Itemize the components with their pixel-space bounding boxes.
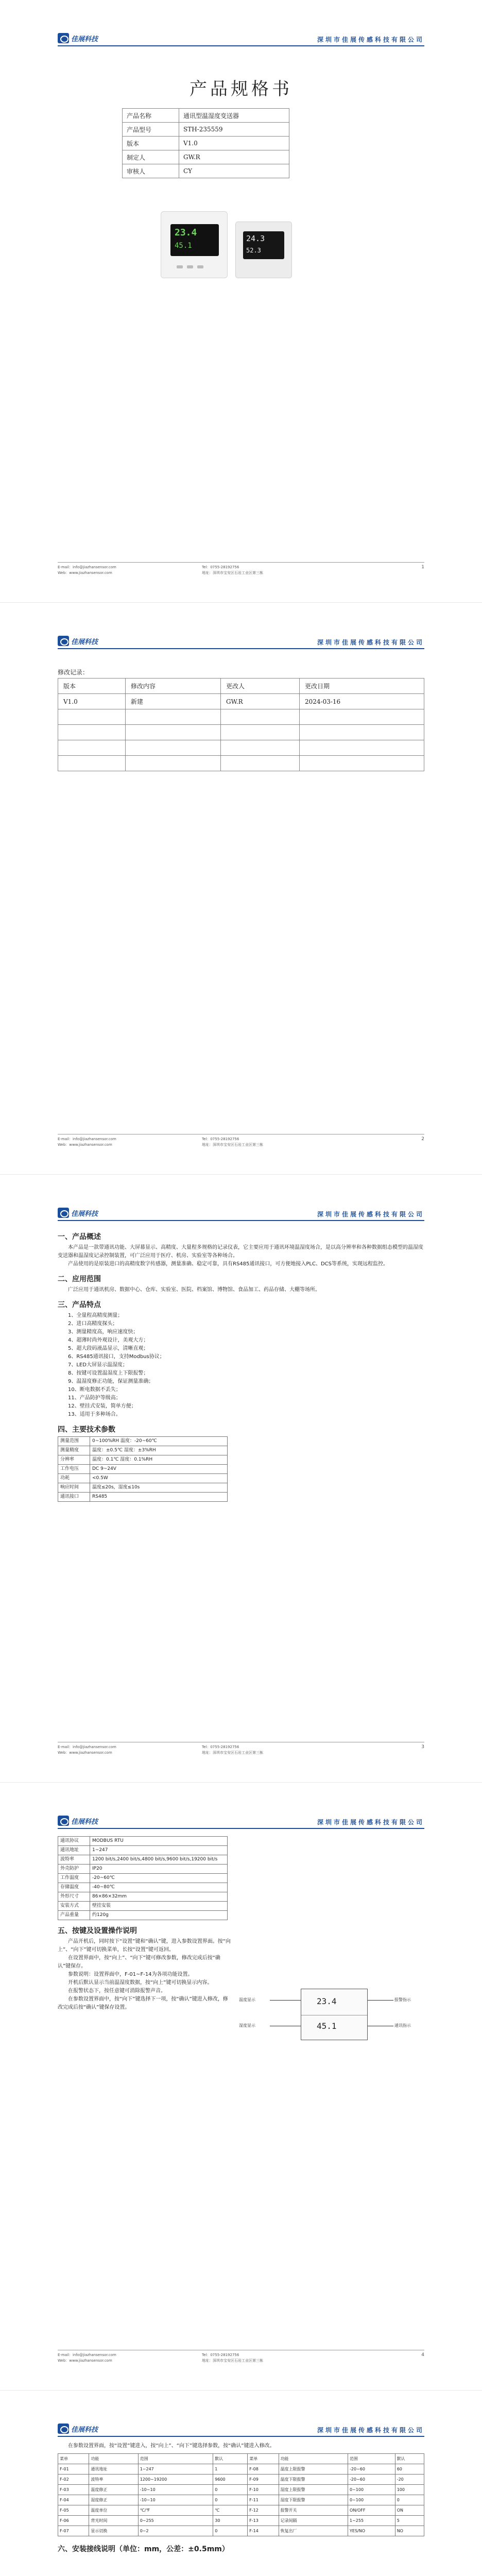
- lcd-label: 通讯指示: [394, 2023, 411, 2028]
- header-cell: 功能: [279, 2454, 348, 2464]
- table-row: [58, 1446, 228, 1455]
- table-row: [58, 1437, 228, 1446]
- table-row: [123, 164, 289, 178]
- list-item: 4、超薄时尚外观设计，美观大方；: [68, 1337, 149, 1343]
- value: 通讯型温湿度变送器: [179, 109, 289, 123]
- lcd-screen: [301, 1989, 368, 2040]
- paragraph: 产品开机后，同时按下“设置”键和“确认”键，进入参数设置界面。按“向上”、“向下”键可切换菜单，长按“设置”键可返回。: [58, 1939, 231, 1953]
- cell: 记录间隔: [279, 2516, 348, 2526]
- list-item: 2、进口高精度探头；: [68, 1321, 118, 1327]
- cell: F-13: [248, 2516, 279, 2526]
- table-row: [58, 740, 424, 756]
- cell: 1~247: [138, 2464, 213, 2475]
- section-heading: 四、主要技术参数: [58, 1426, 115, 1434]
- footer-tel: Tel：0755-28192756: [202, 565, 239, 569]
- header-cell: 更改日期: [299, 679, 424, 694]
- revision-table: [58, 678, 424, 771]
- paragraph: 产品使用的是原装进口的高精度数字传感器，测量准确、稳定可靠，具有RS485通讯接口，可方便地接入PLC、DCS等系统，实现远程监控。: [68, 1261, 388, 1267]
- cell: ON/OFF: [348, 2505, 395, 2516]
- cell: 0~2: [138, 2526, 213, 2536]
- cell: NO: [395, 2526, 424, 2536]
- value: 温度：0.1℃ 湿度：0.1%RH: [90, 1455, 228, 1465]
- value: 壁挂安装: [90, 1902, 228, 1911]
- header-cell: 默认: [395, 2454, 424, 2464]
- section-heading: 三、产品特点: [58, 1301, 101, 1309]
- cell: 湿度上限报警: [279, 2485, 348, 2495]
- value: -40~80℃: [90, 1883, 228, 1892]
- page-number: 3: [421, 1744, 424, 1750]
- table-row: [58, 1846, 228, 1855]
- label: 测量范围: [58, 1437, 90, 1446]
- spec-table-2: [58, 1836, 228, 1920]
- page-header: [58, 2422, 424, 2437]
- table-row: [123, 109, 289, 123]
- header-cell: 菜单: [58, 2454, 89, 2464]
- lcd-label: 湿度显示: [239, 2023, 255, 2028]
- label: 存储温度: [58, 1883, 90, 1892]
- value: IP20: [90, 1865, 228, 1874]
- cell: 恢复出厂: [279, 2526, 348, 2536]
- label: 审核人: [123, 164, 179, 178]
- cell: 1~255: [348, 2516, 395, 2526]
- cell: 30: [213, 2516, 248, 2526]
- table-row: [58, 2495, 424, 2505]
- section-heading: 二、应用范围: [58, 1275, 101, 1283]
- label: 外形尺寸: [58, 1892, 90, 1902]
- cell: 温度修正: [89, 2485, 138, 2495]
- table-row: [58, 694, 424, 709]
- cell: F-03: [58, 2485, 89, 2495]
- table-row: [58, 1474, 228, 1483]
- cell: -10~10: [138, 2495, 213, 2505]
- spec-table-1: [58, 1436, 228, 1502]
- value: DC 9~24V: [90, 1465, 228, 1474]
- page-cover: [0, 0, 482, 603]
- table-row: [58, 2516, 424, 2526]
- cell: 1200~19200: [138, 2475, 213, 2485]
- cell: F-04: [58, 2495, 89, 2505]
- device2-hum-readout: 52.3: [246, 247, 261, 254]
- cell: -20~60: [348, 2475, 395, 2485]
- footer-tel: Tel：0755-28192756: [202, 1137, 239, 1141]
- page-number: 1: [421, 565, 424, 570]
- list-item: 12、壁挂式安装，简单方便；: [68, 1403, 136, 1409]
- label: 版本: [123, 137, 179, 150]
- cell: F-07: [58, 2526, 89, 2536]
- cell: 2024-03-16: [299, 694, 424, 709]
- list-item: 13、适用于多种场合。: [68, 1412, 121, 1417]
- company-name: 深圳市佳展传感科技有限公司: [317, 2427, 424, 2434]
- label: 产品重量: [58, 1911, 90, 1920]
- value: 1~247: [90, 1846, 228, 1855]
- cell: 显示切换: [89, 2526, 138, 2536]
- logo-text: 佳展科技: [71, 638, 98, 646]
- value: <0.5W: [90, 1474, 228, 1483]
- table-row: [58, 1883, 228, 1892]
- company-logo: [58, 1816, 98, 1826]
- page-revisions: [0, 603, 482, 1175]
- lcd-diagram: [239, 1989, 424, 2112]
- table-row: [58, 2526, 424, 2536]
- menu-table: [58, 2453, 424, 2536]
- value: -20~60℃: [90, 1874, 228, 1883]
- logo-text: 佳展科技: [71, 35, 98, 43]
- product-image-side: [235, 222, 292, 278]
- cell: GW.R: [221, 694, 300, 709]
- page-operation: [0, 1783, 482, 2391]
- table-row: [123, 123, 289, 137]
- label: 通讯协议: [58, 1837, 90, 1846]
- product-image-front: [161, 211, 228, 278]
- label: 产品名称: [123, 109, 179, 123]
- footer-tel: Tel：0755-28192756: [202, 2353, 239, 2357]
- cell: -20: [395, 2475, 424, 2485]
- cell: F-01: [58, 2464, 89, 2475]
- cell: 通讯地址: [89, 2464, 138, 2475]
- table-row: [58, 1874, 228, 1883]
- cell: F-08: [248, 2464, 279, 2475]
- value: V1.0: [179, 137, 289, 150]
- paragraph: 在参数设置界面中，按“向下”键选择下一项，按“确认”键进入修改，修改完成后按“确认”键保存设置。: [58, 1996, 228, 2010]
- lcd-label: 报警指示: [394, 1997, 411, 2002]
- cell: 100: [395, 2485, 424, 2495]
- paragraph: 在参数设置界面，按“设置”键进入，按“向上”、“向下”键选择参数，按“确认”键进入修改。: [68, 2443, 275, 2449]
- company-logo: [58, 636, 98, 646]
- cell: 60: [395, 2464, 424, 2475]
- table-row: [58, 709, 424, 725]
- device-temp-readout: 23.4: [175, 227, 197, 238]
- cell: 湿度修正: [89, 2495, 138, 2505]
- cell: 1: [213, 2464, 248, 2475]
- cell: 新建: [125, 694, 220, 709]
- header-cell: 版本: [58, 679, 126, 694]
- footer-email: E-mail：info@jiazhansensor.com: [58, 2353, 116, 2357]
- footer-email: E-mail：info@jiazhansensor.com: [58, 1137, 116, 1141]
- logo-text: 佳展科技: [71, 2426, 98, 2434]
- company-name: 深圳市佳展传感科技有限公司: [317, 1819, 424, 1826]
- label: 外壳防护: [58, 1865, 90, 1874]
- header-cell: 范围: [348, 2454, 395, 2464]
- value: 温度：±0.5℃ 湿度：±3%RH: [90, 1446, 228, 1455]
- value: 1200 bit/s,2400 bit/s,4800 bit/s,9600 bit/s,19200 bit/s: [90, 1855, 228, 1865]
- list-item: 7、LED大屏显示温湿度；: [68, 1362, 128, 1368]
- table-row: [58, 725, 424, 740]
- table-row: [123, 150, 289, 164]
- footer-address: 地址：深圳市宝安区石岩工业区第三栋: [202, 1751, 263, 1755]
- table-row: [58, 1892, 228, 1902]
- cell: 0: [395, 2495, 424, 2505]
- footer-address: 地址：深圳市宝安区石岩工业区第三栋: [202, 2359, 263, 2363]
- label: 测量精度: [58, 1446, 90, 1455]
- label: 分辨率: [58, 1455, 90, 1465]
- value: GW.R: [179, 150, 289, 164]
- cell: F-10: [248, 2485, 279, 2495]
- cell: F-02: [58, 2475, 89, 2485]
- cell: 温度单位: [89, 2505, 138, 2516]
- section-heading: 一、产品概述: [58, 1233, 101, 1241]
- label: 产品型号: [123, 123, 179, 137]
- page-header: [58, 32, 424, 46]
- header-cell: 功能: [89, 2454, 138, 2464]
- cell: F-14: [248, 2526, 279, 2536]
- label: 通讯接口: [58, 1493, 90, 1502]
- paragraph: 在报警状态下，按任意键可消除报警声音。: [68, 1988, 166, 1994]
- page-footer: [58, 562, 424, 578]
- company-logo: [58, 2424, 98, 2434]
- cell: V1.0: [58, 694, 126, 709]
- table-row: [58, 2505, 424, 2516]
- value: 0~100%RH 温度：-20~60℃: [90, 1437, 228, 1446]
- footer-email: E-mail：info@jiazhansensor.com: [58, 1745, 116, 1749]
- list-item: 6、RS485通讯接口，支持Modbus协议；: [68, 1354, 165, 1360]
- paragraph: 广泛应用于通讯机房、数据中心、仓库、实验室、医院、档案馆、博物馆、食品加工、药品存储、大棚等场所。: [68, 1287, 320, 1293]
- table-row: [123, 137, 289, 150]
- table-row: [58, 1837, 228, 1846]
- footer-web: Web：www.jiazhansensor.com: [58, 2359, 112, 2363]
- footer-tel: Tel：0755-28192756: [202, 1745, 239, 1749]
- cell: ℃/℉: [138, 2505, 213, 2516]
- cell: 温度下限报警: [279, 2475, 348, 2485]
- cell: 0: [213, 2526, 248, 2536]
- footer-address: 地址：深圳市宝安区石岩工业区第三栋: [202, 1143, 263, 1147]
- company-logo: [58, 1208, 98, 1218]
- logo-text: 佳展科技: [71, 1210, 98, 1218]
- label: 工作电压: [58, 1465, 90, 1474]
- label: 波特率: [58, 1855, 90, 1865]
- footer-address: 地址：深圳市宝安区石岩工业区第三栋: [202, 571, 263, 575]
- table-header-row: [58, 2454, 424, 2464]
- header-cell: 菜单: [248, 2454, 279, 2464]
- cell: 5: [395, 2516, 424, 2526]
- cell: 0: [213, 2495, 248, 2505]
- company-name: 深圳市佳展传感科技有限公司: [317, 639, 424, 646]
- table-row: [58, 756, 424, 771]
- table-row: [58, 1865, 228, 1874]
- footer-web: Web：www.jiazhansensor.com: [58, 571, 112, 575]
- paragraph: 本产品是一款带通讯功能、大屏幕显示、高精度、大量程多规格的记录仪表，它主要应用于通讯环境温湿度场合，是以高分辨率和各种数据组态模型的温湿度变送器和温湿度记录控制装置，可广泛应用于医疗、机房、实验室等各种场合。: [58, 1245, 423, 1259]
- header-cell: 更改人: [221, 679, 300, 694]
- cell: F-11: [248, 2495, 279, 2505]
- cell: 0~100: [348, 2485, 395, 2495]
- revision-label: 修改记录：: [58, 669, 89, 676]
- label: 响应时间: [58, 1483, 90, 1493]
- label: 功耗: [58, 1474, 90, 1483]
- table-row: [58, 1465, 228, 1474]
- lcd-temp: 23.4: [317, 1996, 337, 2006]
- table-row: [58, 1855, 228, 1865]
- page-header: [58, 635, 424, 649]
- lcd-label: 温度显示: [239, 1997, 255, 2002]
- table-row: [58, 1455, 228, 1465]
- cell: 温度上限报警: [279, 2464, 348, 2475]
- label: 制定人: [123, 150, 179, 164]
- cell: 0~255: [138, 2516, 213, 2526]
- table-row: [58, 1902, 228, 1911]
- cell: ON: [395, 2505, 424, 2516]
- header-cell: 范围: [138, 2454, 213, 2464]
- cell: -20~60: [348, 2464, 395, 2475]
- cell: YES/NO: [348, 2526, 395, 2536]
- paragraph: 开机后默认显示当前温湿度数据，按“向上”键可切换显示内容。: [68, 1980, 213, 1986]
- section-heading: 六、安装接线说明（单位：mm，公差：±0.5mm）: [58, 2545, 229, 2553]
- cell: 9600: [213, 2475, 248, 2485]
- cell: 报警开关: [279, 2505, 348, 2516]
- list-item: 8、按键可设置温湿度上下限报警；: [68, 1370, 149, 1376]
- logo-text: 佳展科技: [71, 1818, 98, 1826]
- section-heading: 五、按键及设置操作说明: [58, 1927, 137, 1935]
- list-item: 5、超大段码液晶显示，清晰直观；: [68, 1346, 149, 1351]
- table-row: [58, 2475, 424, 2485]
- cell: 0: [213, 2485, 248, 2495]
- cell: F-06: [58, 2516, 89, 2526]
- device-hum-readout: 45.1: [175, 242, 192, 250]
- value: 86×86×32mm: [90, 1892, 228, 1902]
- label: 通讯地址: [58, 1846, 90, 1855]
- table-row: [58, 1493, 228, 1502]
- list-item: 1、全量程高精度测量；: [68, 1313, 123, 1318]
- list-item: 9、温湿度修正功能，保证测量准确；: [68, 1379, 154, 1384]
- page-header: [58, 1815, 424, 1829]
- table-row: [58, 1483, 228, 1493]
- value: CY: [179, 164, 289, 178]
- page-number: 2: [421, 1137, 424, 1142]
- page-header: [58, 1207, 424, 1221]
- list-item: 3、测量精度高，响应速度快；: [68, 1329, 139, 1335]
- header-cell: 修改内容: [125, 679, 220, 694]
- footer-web: Web：www.jiazhansensor.com: [58, 1143, 112, 1147]
- page-number: 4: [421, 2352, 424, 2358]
- cell: 湿度下限报警: [279, 2495, 348, 2505]
- paragraph: 参数说明：设置界面中，F-01~F-14为各项功能设置。: [68, 1972, 193, 1977]
- page-overview: [0, 1175, 482, 1783]
- company-logo: [58, 33, 98, 43]
- label: 安装方式: [58, 1902, 90, 1911]
- company-name: 深圳市佳展传感科技有限公司: [317, 1211, 424, 1218]
- cell: ℃: [213, 2505, 248, 2516]
- list-item: 10、断电数据不丢失；: [68, 1387, 121, 1393]
- cell: F-12: [248, 2505, 279, 2516]
- product-info-table: [122, 108, 289, 178]
- table-row: [58, 2485, 424, 2495]
- cell: 0~100: [348, 2495, 395, 2505]
- table-header-row: [58, 679, 424, 694]
- device2-temp-readout: 24.3: [246, 234, 265, 243]
- value: 温度≤20s，湿度≤10s: [90, 1483, 228, 1493]
- cell: 背光时间: [89, 2516, 138, 2526]
- list-item: 11、产品防护等级高；: [68, 1395, 121, 1401]
- lcd-hum: 45.1: [317, 2021, 337, 2031]
- page-footer: [58, 1134, 424, 1149]
- table-row: [58, 1911, 228, 1920]
- footer-web: Web：www.jiazhansensor.com: [58, 1751, 112, 1755]
- page-menu: [0, 2391, 482, 2576]
- document-title: 产品规格书: [190, 79, 292, 99]
- company-name: 深圳市佳展传感科技有限公司: [317, 36, 424, 43]
- paragraph: 在设置界面中，按“向上”、“向下”键可修改参数，修改完成后按“确认”键保存。: [58, 1955, 220, 1969]
- value: MODBUS RTU: [90, 1837, 228, 1846]
- cell: 波特率: [89, 2475, 138, 2485]
- value: 约120g: [90, 1911, 228, 1920]
- table-row: [58, 2464, 424, 2475]
- value: STH-235559: [179, 123, 289, 137]
- label: 工作温度: [58, 1874, 90, 1883]
- value: RS485: [90, 1493, 228, 1502]
- cell: -10~10: [138, 2485, 213, 2495]
- cell: F-05: [58, 2505, 89, 2516]
- header-cell: 默认: [213, 2454, 248, 2464]
- page-footer: [58, 1742, 424, 1757]
- cell: F-09: [248, 2475, 279, 2485]
- page-footer: [58, 2350, 424, 2365]
- footer-email: E-mail：info@jiazhansensor.com: [58, 565, 116, 569]
